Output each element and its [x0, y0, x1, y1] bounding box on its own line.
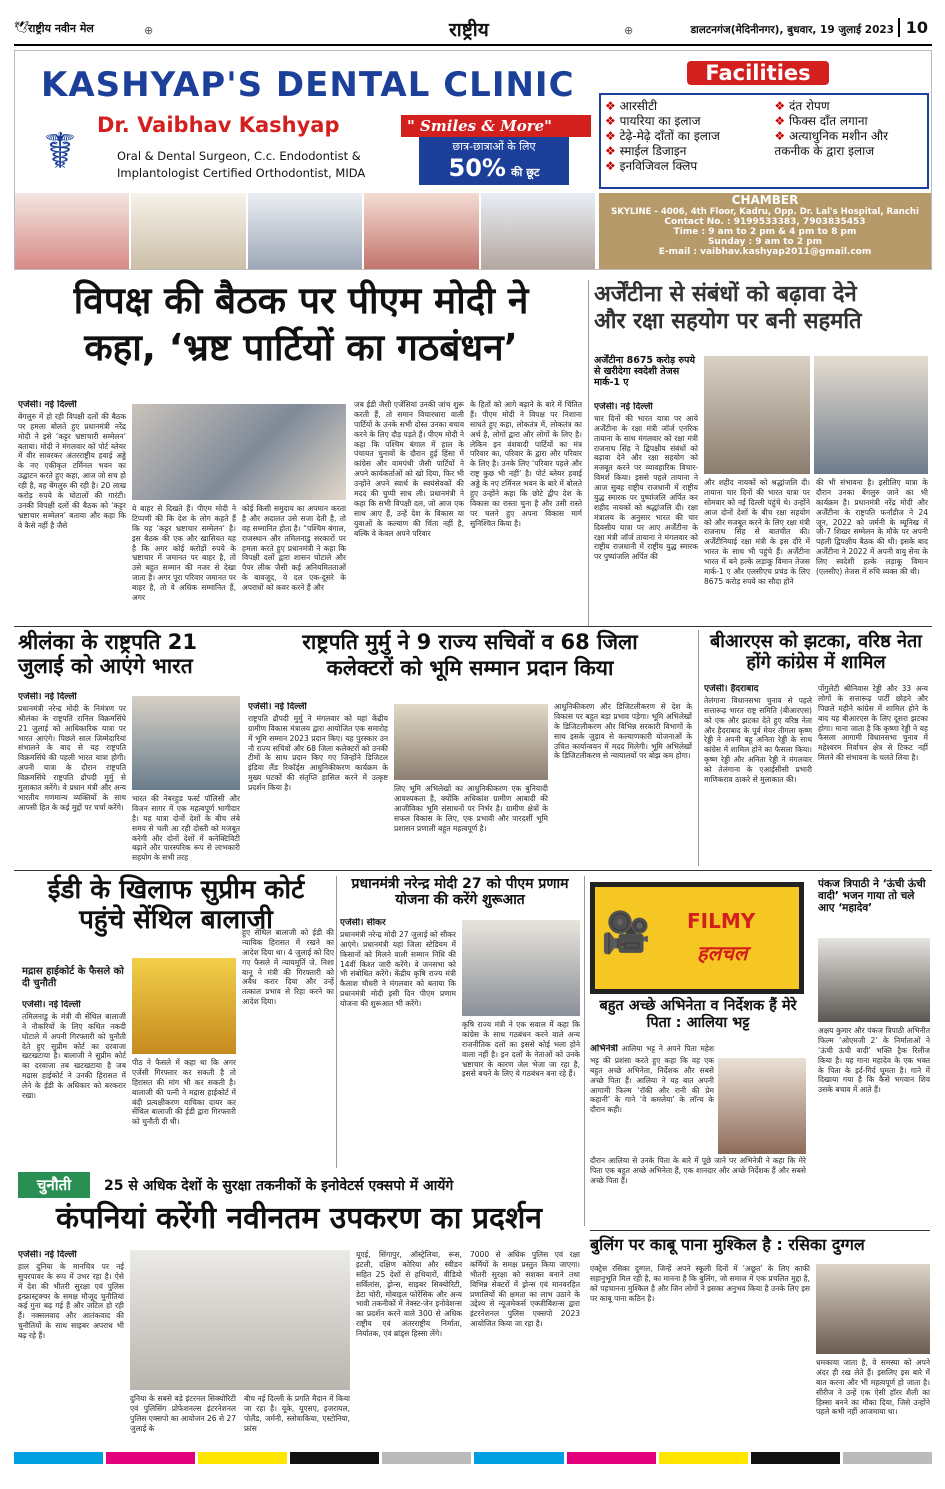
section-name: राष्ट्रीय — [449, 19, 489, 41]
facilities-title: Facilities — [687, 61, 829, 85]
headline-srilanka: श्रीलंका के राष्ट्रपति 21 जुलाई को आएंगे भारत — [18, 630, 198, 679]
story-modi — [18, 280, 584, 626]
story-argentina — [594, 282, 928, 626]
senthil-balaji-photo — [132, 958, 236, 1054]
story-srilanka — [18, 630, 240, 866]
article-text: पोंगुलेटी श्रीनिवास रेड्डी और 33 अन्य लोगों के सत्तारूढ़ पार्टी छोड़ने और पिछले महीने कांग्रेस में शामिल होने के बाद यह बीआरएस के लिए दूसरा झटका होगा। माना जाता है कि कृष्णा रेड्डी ने यह फैसला आगामी विधानसभा चुनाव में महेश्वरम निर्वाचन क्षेत्र से टिकट नहीं मिलने की संभावना के चलते लिया है। — [818, 684, 928, 763]
article-text: धमकाया जाता है, वे समस्या को अपने अंदर ही रख लेते हैं। इसलिए इस बारे में बात करना और भी महत्वपूर्ण हो जाता है। सीरीज ने उन्हें एक ऐसी हॉरर शैली का हिस्सा बनने का मौका दिया, जिसे उन्होंने पहले कभी नहीं आजमाया था। — [816, 1358, 930, 1417]
story-bullying — [590, 1236, 930, 1438]
registration-marks-right: ⊕ — [624, 24, 634, 37]
filmy-logo-text-1: FILMY — [687, 909, 756, 933]
article-text: बीच नई दिल्ली के प्रगति मैदान में किया जा रहा है। यूके, यूएसए, इजरायल, पोलैंड, जर्मनी, स्लोवाकिया, एस्टोनिया, फ्रांस — [244, 1394, 350, 1433]
byline: एजेंसी। नई दिल्ली — [22, 1000, 81, 1010]
rajnath-photo — [704, 356, 810, 474]
denture-photo — [15, 193, 129, 269]
chamber-email: E-mail : vaibhav.kashyap2011@gmail.com — [658, 247, 872, 257]
column-rule — [336, 876, 337, 1168]
article-text: ये बाहर से दिखते हैं। पीएम मोदी ने टिप्पणी की कि देश के लोग कहते हैं कि यह ‘कट्टर भ्रष्टाचार सम्मेलन’ है। इस बैठक की एक और खासियत यह है कि अगर कोई करोड़ों रुपये के भ्रष्टाचार में जमानत पर बाहर है, तो उसे बहुत सम्मान की नजर से देखा जाता है। अगर पूरा परिवार जमानत पर बाहर है, तो वे अधिक सम्मानित हैं, अगर — [132, 504, 236, 603]
expo-tag: चुनौती — [18, 1172, 90, 1198]
headline-modi-2: कहा, ‘भ्रष्ट पार्टियों का गठबंधन’ — [84, 325, 518, 369]
byline: एजेंसी। नई दिल्ली — [594, 402, 653, 412]
headline-argentina-2: और रक्षा सहयोग पर बनी सहमति — [594, 309, 862, 335]
story-ed — [18, 876, 334, 1168]
headline-brs: बीआरएस को झटका, वरिष्ठ नेता होंगे कांग्रेस में शामिल — [710, 631, 922, 673]
article-text: के हितों को आगे बढ़ाने के बारे में चिंतित हैं। पीएम मोदी ने विपक्ष पर निशाना साधते हुए कहा, लोकतंत्र में, लोकतंत्र का अर्थ है, लोगों द्वारा और लोगों के लिए है। लेकिन इन वंशवादी पार्टियों का मंत्र परिवार का, परिवार के द्वारा और परिवार के लिए है। उनके लिए ‘परिवार पहले और राष्ट्र कुछ भी नहीं’ है। पोर्ट ब्लेयर हवाई अड्डे के नए टर्मिनल भवन के बारे में बोलते हुए उन्होंने कहा कि छोटे द्वीप देश के विकास का रास्ता चुना है और उसी रास्ते पर चलने हुए अपना विकास मार्ग सुनिश्चित किया है। — [470, 400, 582, 528]
column-rule — [698, 630, 699, 866]
story-brs — [704, 632, 928, 866]
headline-bullying: बुलिंग पर काबू पाना मुश्किल है : रसिका दुग्गल — [590, 1235, 865, 1254]
article-text: प्रधानमंत्री नरेन्द्र मोदी 27 जुलाई को सीकर आएंगे। प्रधानमंत्री यहां जिला स्टेडियम में किसानों को मिलने वाली सम्मान निधि की 14वीं किश्त जारी करेंगे। वे जनसभा को भी संबोधित करेंगे। केंद्रीय कृषि राज्य मंत्री कैलाश चौधरी ने मंगलवार को बताया कि प्रधानमंत्री मोदी इसी दिन पीएम प्रणाम योजना की शुरूआत भी करेंगे। — [340, 929, 456, 1009]
crowns-photo — [131, 193, 245, 269]
page-number: 10 — [898, 18, 928, 37]
argentina-subhead: अर्जेंटीना 8675 करोड़ रुपये से खरीदेगा स्वदेशी तेजस मार्क-1 ए — [594, 355, 695, 388]
story-filmy — [590, 876, 812, 1226]
headline-ed-1: ईडी के खिलाफ सुप्रीम कोर्ट — [47, 875, 305, 905]
article-text: और शहीद नायकों को श्रद्धांजलि दी। तायाना चार दिनों की भारत यात्रा पर सोमवार को नई दिल्ली पहुंचे थे। उन्होंने आज दोनों देशों के बीच रक्षा सहयोग को और मजबूत करने के लिए रक्षा मंत्री राजनाथ सिंह से बातचीत की। अर्जेंटीनियाई रक्षा मंत्री के इस दौरे में भारत के साथ भी पहुंचे हैं। अर्जेंटीना भारत में बने हल्के लड़ाकू विमान तेजस मार्क-1 ए और एलसीएच प्रचंड के लिए 8675 करोड़ रुपये का सौदा होने — [704, 478, 810, 586]
ed-subhead: मद्रास हाईकोर्ट के फैसले को दी चुनौती — [22, 966, 124, 989]
student-offer — [419, 137, 569, 185]
child-checkup-photo — [481, 193, 595, 269]
article-text: राष्ट्रपति द्रौपदी मुर्मु ने मंगलवार को यहां केंद्रीय ग्रामीण विकास मंत्रालय द्वारा आयोजित एक समारोह में भूमि सम्मान 2023 प्रदान किए। यह पुरस्कार उन नौ राज्य सचिवों और 68 जिला कलेक्टरों को उनकी टीमों के साथ प्रदान किए गए जिन्होंने डिजिटल इंडिया लैंड रिकॉर्ड्स आधुनिकीकरण कार्यक्रम के मुख्य घटकों की संतृप्ति हासिल करने में उत्कृष्ट प्रदर्शन किया है। — [248, 713, 388, 793]
rasika-dugal-photo — [816, 1264, 930, 1354]
award-ceremony-photo — [394, 704, 548, 780]
facility-item: ❖ पायरिया का इलाज — [605, 114, 768, 129]
byline: एजेंसी। सीकर — [340, 918, 386, 928]
facility-item: ❖ टेढ़े-मेढ़े दाँतों का इलाज — [605, 129, 768, 144]
facility-item: ❖ फिक्स दाँत लगाना — [774, 114, 923, 129]
article-text: 7000 से अधिक पुलिस एवं रक्षा कर्मियों के समक्ष प्रस्तुत किया जाएगा। भीतरी सुरक्षा को सशक्त बनाने तथा विभिन्न सेक्टरों में ड्रोन्स एवं मानवरहित प्रणालियों की क्षमता का लाभ उठाने के उद्देश्य से न्यूजमेकर्स एक्जीबिशन्स द्वारा इंटरनेशनल पुलिस एक्सपो 2023 आयोजित किया जा रहा है। — [470, 1250, 580, 1329]
paper-name: राष्ट्रीय नवीन मेल — [28, 22, 94, 35]
article-text: की भी संभावना है। इसीलिए यात्रा के दौरान उनका बेंगलुरु जाने का भी कार्यक्रम है। प्रधानमंत्री नरेंद्र मोदी और अर्जेंटीना के राष्ट्रपति फर्नांडीज ने 24 जून, 2022 को जर्मनी के म्यूनिख में जी-7 शिखर सम्मेलन के मौके पर अपनी पहली द्विपक्षीय बैठक की थी। इसके बाद अर्जेंटीना ने 2022 में अपनी वायु सेना के लिए स्वदेशी हल्के लड़ाकू विमान (एलसीए) तेजस में रुचि व्यक्त की थी। — [816, 478, 928, 577]
column-rule — [584, 876, 585, 1226]
article-text: दुनिया के सबसे बड़े इंटरनल सिक्योरिटी एवं पुलिसिंग प्रोफेशनल्स इंटरनेशनल पुलिस एक्सपो का आयोजन 26 से 27 जुलाई के — [130, 1394, 236, 1433]
facility-item: ❖ आरसीटी — [605, 99, 768, 114]
doctor-name: Dr. Vaibhav Kashyap — [97, 113, 340, 137]
article-text: लिए भूमि अभिलेखों का आधुनिकीकरण एक बुनियादी आवश्यकता है, क्योंकि अधिकांश ग्रामीण आबादी की आजीविका भूमि संसाधनों पर निर्भर है। ग्रामीण क्षेत्रों के सफल विकास के लिए, एक प्रभावी और पारदर्शी भूमि प्रशासन प्रणाली बहुत महत्वपूर्ण है। — [394, 784, 548, 833]
dental-ad — [14, 50, 932, 270]
modi-body — [18, 400, 584, 626]
clinic-name: KASHYAP'S DENTAL CLINIC — [41, 65, 575, 105]
article-text: बेंगलुरु में हो रही विपक्षी दलों की बैठक पर हमला बोलते हुए प्रधानमंत्री नरेंद्र मोदी ने इसे ‘कट्टर भ्रष्टाचारी सम्मेलन’ बताया। मोदी ने मंगलवार को पोर्ट ब्लेयर में वीर सावरकर अंतरराष्ट्रीय हवाई अड्डे के नए एकीकृत टर्मिनल भवन का उद्घाटन करते हुए कहा, आज जो सच हो रही है, वह बेंगलुरु की रही है। 20 लाख करोड़ रुपये के घोटालों की गारंटी। उनकी विपक्षी दलों की बैठक को ‘कट्टर भ्रष्टाचार सम्मेलन’ बताया और कहा कि वे कैसे नहीं है जैसे — [18, 411, 126, 530]
facilities-box — [599, 93, 929, 189]
masthead — [14, 14, 932, 44]
facility-item: ❖ इनविजिवल क्लिप — [605, 159, 768, 174]
column-rule — [588, 280, 589, 626]
section-rule — [14, 870, 932, 871]
handshake-photo — [814, 356, 928, 474]
article-text: यूएई, सिंगापुर, ऑस्ट्रेलिया, रूस, इटली, दक्षिण कोरिया और स्वीडन सहित 25 देशों से हथियारों, वीडियो सर्विलांस, ड्रोन्स, साइबर सिक्योरिटी, डेटा चोरी, मोबाइल फोरेंसिक और अन्य भावी तकनीकों में नेक्स्ट-जेन इनोवेशन्स का प्रदर्शन करने वाले 300 से अधिक राष्ट्रीय एवं अंतरराष्ट्रीय निर्माता, निर्यातक, एवं ब्रांड्स हिस्सा लेंगे। — [356, 1250, 462, 1339]
article-text: अक्षय कुमार और पंकज त्रिपाठी अभिनीत फिल्म ‘ओएमजी 2’ के निर्माताओं ने ‘ऊंची ऊंची वादी’ भक्ति ट्रैक रिलीज किया है। यह गाना महादेव के एक भक्त के पिता के इर्द-गिर्द घूमता है। गाने में दिखाया गया है कि कैसे भगवान शिव उसके बचाव में आते हैं। — [818, 1026, 930, 1095]
article-text: भारत की नेबरहुड फर्स्ट पॉलिसी और विजन सागर में एक महत्वपूर्ण भागीदार है। यह यात्रा दोनों देशों के बीच लंबे समय से चली आ रही दोस्ती को मजबूत करेगी और दोनों देशों में कनेक्टिविटी बढ़ाने और पारस्परिक रूप से लाभकारी सहयोग के सभी तरह — [132, 794, 240, 863]
story-pmpranam — [340, 876, 580, 1168]
print-color-bar — [14, 1452, 932, 1464]
article-text: तमिलनाडु के मंत्री वी सेंथिल बालाजी ने नौकरियों के लिए कथित नकदी घोटाले में अपनी गिरफ्तारी को चुनौती देते हुए सुप्रीम कोर्ट का दरवाजा खटखटाया है। बालाजी ने सुप्रीम कोर्ट का दरवाजा तब खटखटाया है जब मद्रास हाईकोर्ट ने उनकी हिरासत में लेने के ईडी के अधिकार को बरकरार रखा। — [22, 1011, 126, 1100]
expo-banner — [18, 1170, 580, 1200]
qualifications-1: Oral & Dental Surgeon, C.c. Endodontist & — [117, 149, 361, 163]
paper-logo-icon: 🕊 — [14, 20, 30, 34]
registration-marks: ⊕ — [144, 24, 154, 37]
teeth-photo-strip — [15, 193, 595, 269]
alia-bhatt-photo — [718, 1058, 806, 1154]
story-murmu — [248, 630, 692, 866]
chamber-box — [599, 193, 931, 269]
article-text: तेलंगाना विधानसभा चुनाव से पहले सत्तारूढ़ भारत राष्ट्र समिति (बीआरएस) को एक और झटका देते हुए वरिष्ठ नेता और हैदराबाद के पूर्व मेयर तीगला कृष्ण रेड्डी ने अपनी बहू अनिता रेड्डी के साथ कांग्रेस में शामिल होने का फैसला किया। कृष्ण रेड्डी और अनिता रेड्डी ने मंगलवार को तेलंगाना के एआईसीसी प्रभारी माणिकराव ठाकरे से मुलाकात की। — [704, 695, 812, 784]
tagline: " Smiles & More" — [401, 115, 591, 137]
byline: एजेंसी। हैदराबाद — [704, 684, 759, 694]
story-pankaj — [818, 878, 930, 1228]
article-text: हाल दुनिया के मानचित्र पर नई सुपरपावर के रूप में उभर रहा है। ऐसे में देश की भीतरी सुरक्षा एवं पुलिस इन्फ्रास्ट्रक्चर के समक्ष मौजूद चुनौतियां कई गुना बढ़ गई हैं और जटिल हो रही हैं। नक्सलवाद और आतंकवाद की चुनौतियों के साथ साइबर अपराध भी बढ़ रहे हैं। — [18, 1261, 124, 1341]
headline-murmu-1: राष्ट्रपति मुर्मु ने 9 राज्य सचिवों व 68 जिला — [302, 630, 638, 654]
facilities-right — [774, 99, 923, 183]
facilities-left — [605, 99, 768, 183]
film-reel-icon: 🎥 — [601, 910, 651, 956]
article-text: दौरान आलिया से उनके पिता के बारे में पूछे जाने पर अभिनेत्री ने कहा कि मेरे पिता एक बहुत अच्छे अभिनेता हैं, एक शानदार और अच्छे निर्देशक हैं और सबसे अच्छे पिता हैं। — [590, 1156, 806, 1185]
chamber-sunday: Sunday : 9 am to 2 pm — [707, 237, 823, 247]
section-rule — [590, 1230, 930, 1231]
article-text: जब ईडी जैसी एजेंसियां उनकी जांच शुरू करती हैं, तो समान विचारधारा वाली पार्टियों के उनके सभी दोस्त उनका बचाव करने के लिए दौड़ पड़ते हैं। पीएम मोदी ने कहा कि पश्चिम बंगाल में हाल के पंचायत चुनावों के दौरान हुई हिंसा में कांग्रेस और वामपंथी जैसी पार्टियों ने अपने कार्यकर्ताओं को खो दिया, फिर भी उन्होंने अपने स्वार्थ के स्वयंसेवकों की मदद की चुप्पी साध ली। प्रधानमंत्री ने कहा कि सभी विपक्षी दल, जो आज एक साथ आए हैं, उन्हें देश के विकास या युवाओं के कल्याण की चिंता नहीं है, बल्कि वे केवल अपने परिवार — [354, 400, 464, 538]
dateline: डालटनगंज(मेदिनीनगर), बुधवार, 19 जुलाई 2023 — [690, 24, 894, 36]
headline-ed-2: पहुंचे सेंथिल बालाजी — [79, 904, 273, 935]
byline: अभिनेत्री — [590, 1044, 618, 1054]
headline-argentina-1: अर्जेंटीना से संबंधों को बढ़ावा देने — [594, 282, 857, 307]
offer-line-2: की छूट — [511, 166, 540, 179]
headline-pankaj: पंकज त्रिपाठी ने ‘ऊंची ऊंची वादी’ भजन गाया तो चले आए ‘महादेव’ — [818, 878, 926, 915]
masthead-rule — [14, 44, 932, 46]
implant-photo — [248, 193, 362, 269]
headline-modi-1: विपक्ष की बैठक पर पीएम मोदी ने — [73, 279, 529, 322]
offer-line-1: छात्र-छात्राओं के लिए — [452, 140, 536, 153]
qualifications-2: Implantologist Certified Orthodontist, MIDA — [117, 166, 366, 180]
chamber-address: SKYLINE - 4006, 4th Floor, Kadru, Opp. Dr. Lal's Hospital, Ranchi — [611, 207, 919, 217]
chamber-title: CHAMBER — [731, 193, 799, 207]
pm-modi-photo — [462, 920, 580, 1016]
byline: एजेंसी। नई दिल्ली — [18, 692, 77, 702]
byline: एजेंसी। नई दिल्ली — [248, 702, 307, 712]
pankaj-tripathi-photo — [818, 938, 930, 1022]
offer-percent: 50% — [448, 154, 506, 182]
byline: एजेंसी। नई दिल्ली — [18, 400, 77, 410]
weapons-display-photo — [130, 1250, 350, 1390]
facility-item: ❖ दंत रोपण — [774, 99, 923, 114]
section-rule — [14, 626, 932, 627]
smile-photo — [364, 193, 478, 269]
article-text: पीठ ने फैसले में कहा था कि अगर एजेंसी गिरफ्तार कर सकती है तो हिरासत की मांग भी कर सकती है। बालाजी की पत्नी ने मद्रास हाईकोर्ट में बंदी प्रत्यक्षीकरण याचिका दायर कर सेंथिल बालाजी की ईडी द्वारा गिरफ्तारी को चुनौती दी थी। — [132, 1058, 236, 1127]
article-text: हुए सेंथिल बालाजी को ईडी की न्यायिक हिरासत में रखने का आदेश दिया था। 4 जुलाई को दिए गए फैसले में न्यायमूर्ति जे. निशा बानू ने मंत्री की गिरफ्तारी को अवैध करार दिया और उन्हें तत्काल प्रभाव से रिहा करने का आदेश दिया। — [242, 928, 334, 1007]
article-text: आधुनिकीकरण और डिजिटलीकरण से देश के विकास पर बहुत बड़ा प्रभाव पड़ेगा। भूमि अभिलेखों के डिजिटलीकरण और विभिन्न सरकारी विभागों के साथ इसके जुड़ाव से कल्याणकारी योजनाओं के उचित कार्यान्वयन में मदद मिलेगी। भूमि अभिलेखों के डिजिटलीकरण से न्यायालयों पर बोझ कम होगा। — [554, 702, 692, 761]
headline-filmy: बहुत अच्छे अभिनेता व निर्देशक हैं मेरे पिता : आलिया भट्ट — [599, 998, 797, 1031]
headline-pmpranam: प्रधानमंत्री नरेन्द्र मोदी 27 को पीएम प्रणाम योजना की करेंगे शुरूआत — [351, 876, 569, 909]
chamber-time: Time : 9 am to 2 pm & 4 pm to 8 pm — [673, 227, 857, 237]
facility-item: ❖ स्माईल डिजाइन — [605, 144, 768, 159]
article-text: आलिया भट्ट ने अपने पिता महेश भट्ट की प्रशंसा करते हुए कहा कि वह एक बहुत अच्छे अभिनेता, निर्देशक और सबसे अच्छे पिता हैं। आलिया ने यह बात अपनी आगामी फिल्म ‘रॉकी और रानी की प्रेम कहानी’ के गाने ‘वे कमलेया’ के लॉन्च के दौरान कही। — [590, 1044, 714, 1115]
wickremesinghe-photo — [132, 696, 240, 790]
article-text: कृषि राज्य मंत्री ने एक सवाल में कहा कि कांग्रेस के साथ गठबंधन करने वाले अन्य राजनीतिक दलों का इससे कोई भला होने वाला नहीं है। इन दलों के नेताओं को उनके भ्रष्टाचार के कारण जेल भेजा जा रहा है, इससे बचने के लिए ये गठबंधन बना रहे हैं। — [462, 1020, 580, 1079]
chamber-contact: Contact No. : 9199533383, 7903835453 — [664, 217, 866, 227]
story-expo — [18, 1202, 580, 1438]
byline: एजेंसी। नई दिल्ली — [18, 1250, 77, 1260]
filmy-logo — [590, 882, 804, 994]
article-text: कोई किसी समुदाय का अपमान करता है और अदालत उसे सजा देती है, तो वह सम्मानित होता है। “पश्चिम बंगाल, राजस्थान और तमिलनाडु सरकारों पर हमला करते हुए प्रधानमंत्री ने कहा कि विपक्षी दलों द्वारा शासन घोटाले और पैपर लीक जैसी कई अनियमितताओं के बावजूद, ये दल एक-दूसरे के अपराधों को कवर करने हैं और — [242, 504, 346, 593]
caduceus-icon: ☤ — [43, 122, 77, 180]
article-text: चार दिनों की भारत यात्रा पर आये अर्जेंटीना के रक्षा मंत्री जॉर्ज एनरिक तायाना के साथ मंगलवार को रक्षा मंत्री राजनाथ सिंह ने द्विपक्षीय संबंधों को बढ़ावा देने और रक्षा सहयोग को मजबूत करने पर व्यावहारिक विचार-विमर्श किया। इससे पहले तायाना ने आज सुबह राष्ट्रीय राजधानी में राष्ट्रीय युद्ध स्मारक पर पुष्पांजलि अर्पित कर शहीद नायकों को श्रद्धांजलि दी। रक्षा मंत्रालय के अनुसार भारत की चार दिवसीय यात्रा पर आए अर्जेंटीना के रक्षा मंत्री जॉर्ज तायाना ने मंगलवार को राष्ट्रीय राजधानी में राष्ट्रीय युद्ध स्मारक पर पुष्पांजलि अर्पित की — [594, 413, 698, 562]
filmy-logo-text-2: हलचल — [697, 941, 748, 965]
article-text: प्रधानमंत्री नरेन्द्र मोदी के निमंत्रण पर श्रीलंका के राष्ट्रपति रानिल विक्रमसिंघे 21 जुलाई को आधिकारिक यात्रा पर भारत आएंगे। पिछले साल जिम्मेदारियां संभालने के बाद से यह राष्ट्रपति विक्रमसिंघे की पहली भारत यात्रा होगी। अपनी यात्रा के दौरान राष्ट्रपति विक्रमसिंघे राष्ट्रपति द्रौपदी मुर्मु से मुलाकात करेंगे। वे प्रधान मंत्री और अन्य भारतीय गणमान्य व्यक्तियों के साथ आपसी हित के कई मुद्दों पर चर्चा करेंगे। — [18, 703, 126, 812]
article-text: एक्ट्रेस रसिका दुग्गल, जिन्हें अपने स्कूली दिनों में ‘अछूत’ के लिए काफी सहानुभूति मिल रही है, का मानना है कि बुलिंग, जो समाज में एक प्रचलित मुद्दा है, को पहचानना मुश्किल है और जिन लोगों ने इसका अनुभव किया है उनके लिए इस पर काबू पाना कठिन है। — [590, 1264, 810, 1303]
expo-kicker: 25 से अधिक देशों के सुरक्षा तकनीकों के इनोवेटर्स एक्सपो में आयेंगे — [104, 1178, 454, 1194]
modi-group-photo — [132, 404, 346, 500]
headline-expo: कंपनियां करेंगी नवीनतम उपकरण का प्रदर्शन — [56, 1201, 542, 1236]
headline-murmu-2: कलेक्टरों को भूमि सम्मान प्रदान किया — [326, 656, 614, 681]
facility-item: ❖ अत्याधुनिक मशीन और तकनीक के द्वारा इलाज — [774, 129, 923, 159]
